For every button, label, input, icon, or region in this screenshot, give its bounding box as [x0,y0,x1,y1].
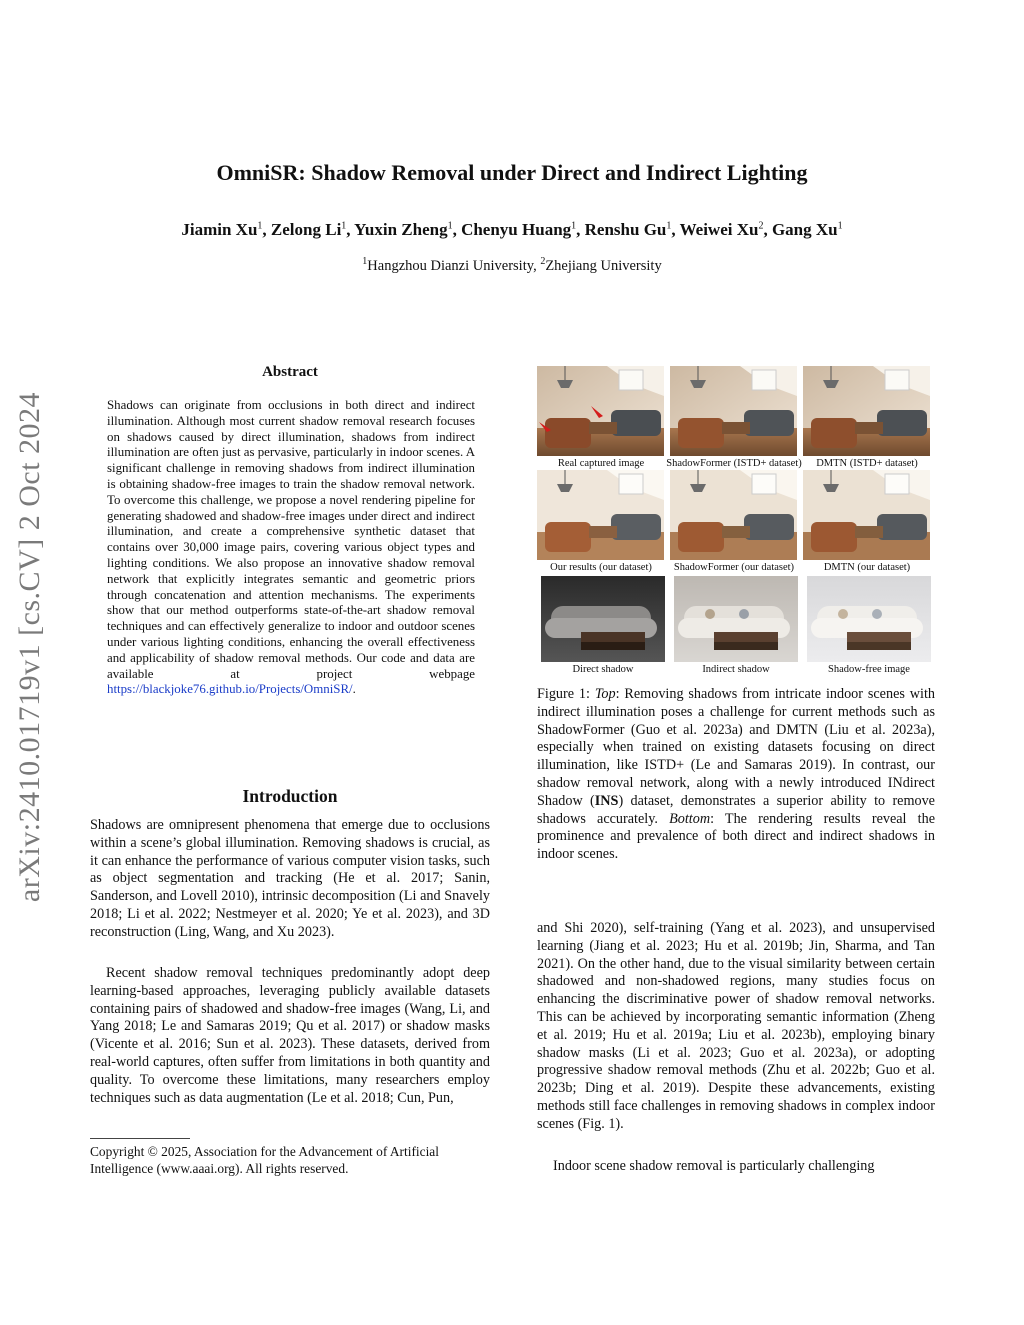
figure-image-dmtn-ours [803,470,930,560]
section-heading-introduction: Introduction [242,786,338,806]
author: Chenyu Huang$^1$, [461,220,585,239]
abstract-heading: Abstract [262,364,318,380]
figure-label: Our results (our dataset) [550,562,652,573]
author: Zelong Li$^1$, [270,220,355,239]
figure-1 [537,362,935,678]
figure-image-real-captured [537,366,664,456]
author: Gang Xu$^1$ [771,220,843,239]
figure-label: Real captured image [557,458,645,469]
affiliations: $^1$Hangzhou Dianzi University, $^2$Zhejiang University [362,256,662,274]
author: Renshu Gu$^1$, [584,220,680,239]
figure-label: Direct shadow [572,664,634,675]
author: Yuxin Zheng$^1$, [354,220,462,239]
figure-label: ShadowFormer (ISTD+ dataset) [666,458,802,469]
author: Jiamin Xu$^1$, [181,220,271,239]
figure-label: DMTN (ISTD+ dataset) [816,458,918,469]
intro-paragraph-1: Shadows are omnipresent phenomena that emerge due to occlusions within a scene’s global illumination. Removing shadows is crucial, as it can enhance the performance of various computer vision tasks, such as object segmentation and tracking (He et al. 2017; Sanin, Sanderson, and Lovell 2010), intrinsic decomposition (Li and Snavely 2018; Li et al. 2022; Nestmeyer et al. 2020; Ye et al. 2023), and 3D reconstruction (Ling, Wang, and Xu 2023). [90,817,490,940]
arxiv-stamp: arXiv:2410.01719v1 [cs.CV] 2 Oct 2024 [13,391,46,903]
intro-paragraph-4: Indoor scene shadow removal is particularly challenging [553,1158,875,1174]
figure-label: Shadow-free image [828,664,910,675]
figure-image-shadowformer-ours [670,470,797,560]
abstract-text: Shadows can originate from occlusions in both direct and indirect illumination. Although most current shadow removal research focuses on shadows caused by direct illumination, shadows from indirect illumination are often just as pervasive, particularly in indoor scenes. A significant challenge in removing shadows from indirect illumination is obtaining shadow-free images to train the shadow removal network. To overcome this challenge, we propose a novel rendering pipeline for generating shadowed and shadow-free images under direct and indirect illumination, and create a comprehensive synthetic dataset that contains over 30,000 image pairs, covering various object types and lighting conditions. We also propose an innovative shadow removal network that explicitly integrates semantic and geometric priors through concatenation and attention mechanisms. The experiments show that our method outperforms state-of-the-art shadow removal techniques and can effectively generalize to indoor and outdoor scenes under various lighting conditions, enhancing the overall effectiveness and applicability of shadow removal methods. Our code and data are available at project webpage https://blackjoke76.github.io/Projects/OmniSR/. [107,398,475,697]
figure-image-shadow-free [807,576,931,662]
figure-image-our-results [537,470,664,560]
intro-paragraph-2: Recent shadow removal techniques predominantly adopt deep learning-based approaches, leveraging publicly available datasets containing pairs of shadowed and shadow-free images (Wang, Li, and Yang 2018; Le and Samaras 2019; Qu et al. 2017) or shadow masks (Vicente et al. 2016; Sun et al. 2023). These datasets, derived from real-world captures, often suffer from limitations in both quantity and quality. To overcome these limitations, many researchers employ techniques such as data augmentation (Le et al. 2018; Cun, Pun, [90,965,490,1106]
figure-label: Indirect shadow [702,664,770,675]
paper-title: OmniSR: Shadow Removal under Direct and Indirect Lighting [216,160,808,185]
figure-image-dmtn-istd [803,366,930,456]
figure-image-shadowformer-istd [670,366,797,456]
project-link[interactable]: https://blackjoke76.github.io/Projects/OmniSR/ [107,682,353,697]
figure-label: ShadowFormer (our dataset) [673,562,795,573]
figure-image-indirect-shadow [674,576,798,662]
footnote-rule [90,1138,190,1139]
figure-caption: Figure 1: Top: Removing shadows from intricate indoor scenes with indirect illumination poses a challenge for current methods such as ShadowFormer (Guo et al. 2023a) and DMTN (Liu et al. 2023a), especially when trained on existing datasets focusing on direct illumination, like ISTD+ (Le and Samaras 2019). In contrast, our shadow removal network, along with a newly introduced INdirect Shadow (INS) dataset, demonstrates a superior ability to remove shadows accurately. Bottom: The rendering results reveal the prominence and prevalence of both direct and indirect shadows in indoor scenes. [537,686,935,863]
copyright-footnote: Copyright © 2025, Association for the Advancement of Artificial Intelligence (www.aaai.org). All rights reserved. [90,1144,439,1176]
figure-image-direct-shadow [541,576,665,662]
author-list [0,220,1024,240]
intro-paragraph-3: and Shi 2020), self-training (Yang et al. 2023), and unsupervised learning (Jiang et al. 2023; Hu et al. 2019b; Jin, Sharma, and Tan 2021). On the other hand, due to the visual similarity between certain shadowed and non-shadowed regions, many studies focus on enhancing the discriminative power of shadow removal networks. This can be achieved by incorporating semantic information (Zheng et al. 2019; Hu et al. 2019a; Liu et al. 2023b), employing binary shadow masks (Li et al. 2023; Guo et al. 2023a), or adopting progressive shadow removal methods (Zhu et al. 2022b; Guo et al. 2023b; Ding et al. 2019). Despite these advancements, existing methods still face challenges in removing shadows in complex indoor scenes (Fig. 1). [537,920,935,1132]
figure-label: DMTN (our dataset) [823,562,911,573]
author: Weiwei Xu$^2$, [679,220,772,239]
